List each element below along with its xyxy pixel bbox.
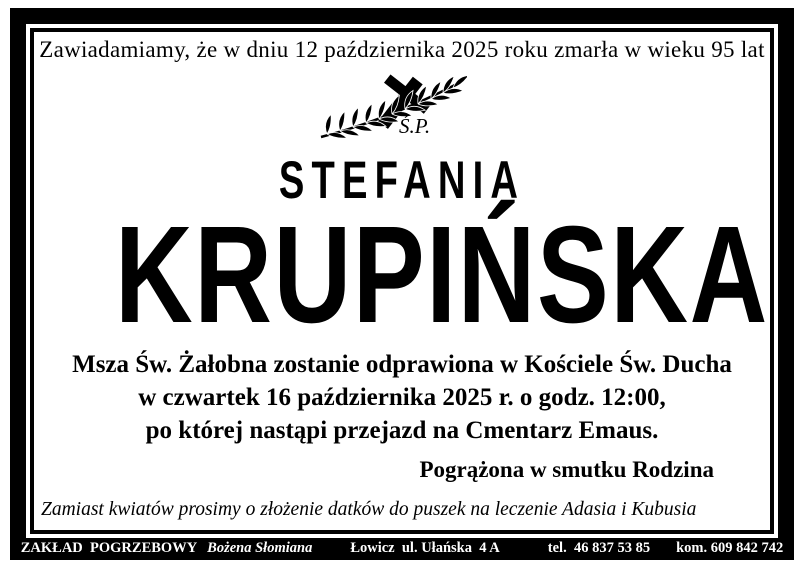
funeral-home-name: ZAKŁAD POGRZEBOWY	[20, 540, 198, 556]
funeral-home-phone: tel. 46 837 53 85	[547, 540, 651, 556]
service-line-2: w czwartek 16 października 2025 r. o godz. 12:00,	[138, 384, 666, 411]
mourning-signature: Pogrążona w smutku Rodzina	[419, 457, 714, 482]
cross-palm-icon	[317, 70, 467, 150]
content-panel	[30, 28, 774, 534]
funeral-home-bar	[10, 537, 794, 560]
funeral-home-address: Łowicz ul. Ułańska 4 A	[350, 540, 500, 556]
funeral-home-mobile: kom. 609 842 742	[676, 540, 784, 556]
donation-note: Zamiast kwiatów prosimy o złożenie datków do puszek na leczenie Adasia i Kubusia	[41, 499, 697, 520]
service-details	[34, 348, 770, 447]
sp-abbreviation: Ś.P.	[399, 114, 431, 138]
deceased-first-name: STEFANIA	[278, 151, 526, 210]
deceased-last-name: KRUPIŃSKA	[114, 198, 769, 352]
service-line-3: po której nastąpi przejazd na Cmentarz Emaus.	[145, 417, 659, 444]
death-announcement-line: Zawiadamiamy, że w dniu 12 października 2025 roku zmarła w wieku 95 lat	[39, 37, 765, 62]
service-line-1: Msza Św. Żałobna zostanie odprawiona w Kościele Św. Ducha	[72, 351, 732, 378]
outer-frame	[10, 8, 794, 560]
funeral-home-owner: Bożena Słomiana	[207, 540, 313, 556]
panel-content	[34, 32, 770, 530]
